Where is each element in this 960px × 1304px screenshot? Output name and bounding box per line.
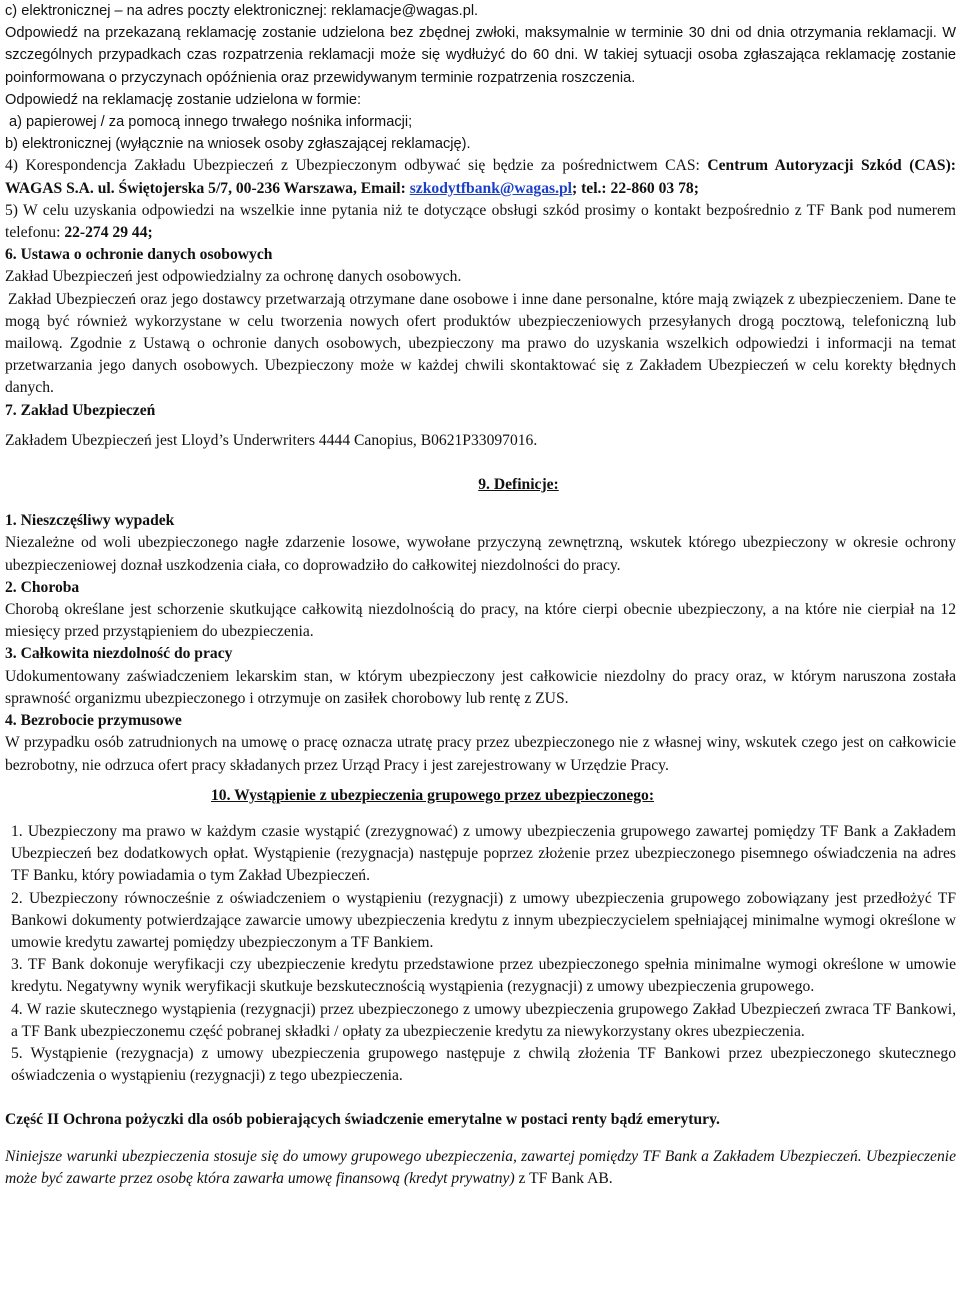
data-protection-p1: Zakład Ubezpieczeń jest odpowiedzialny za ochronę danych osobowych. [5,268,462,286]
part-2-intro-end: z TF Bank AB. [514,1169,613,1187]
complaint-channel-c: c) elektronicznej – na adres poczty elektronicznej: reklamacje@wagas.pl. [5,3,479,19]
contact-text: 5) W celu uzyskania odpowiedzi na wszelkie inne pytania niż te dotyczące obsługi szkód prosimy o kontakt bezpośrednio z TF Bank pod numerem telefonu: [5,201,956,242]
definition-1-title: 1. Nieszczęśliwy wypadek [5,512,175,530]
withdrawal-item-4: 4. W razie skutecznego wystąpienia (rezygnacji) przez ubezpieczonego z umowy ubezpieczenia grupowego Zakład Ubezpieczeń zwraca TF Bankowi, a TF Bank ubezpieczonemu część pobranej składki / opłaty za ubezpieczenie kredytu za niewykorzystany okres ubezpieczenia. [11,1000,956,1040]
definition-2-title: 2. Choroba [5,578,80,596]
section-10-heading [5,785,956,807]
withdrawal-item-5: 5. Wystąpienie (rezygnacja) z umowy ubezpieczenia grupowego następuje z chwilą złożenia TF Bankowi przez ubezpieczonego skutecznego oświadczenia o wystąpieniu (rezygnacji) z tego ubezpieczenia. [11,1044,956,1085]
definition-1-text: Niezależne od woli ubezpieczonego nagłe zdarzenie losowe, wywołane przyczyną zewnętrzną, wskutek którego ubezpieczony w okresie ochrony ubezpieczeniowej doznał uszkodzenia ciała, co doprowadziło do całkowitej niezdolności do pracy. [5,534,956,574]
withdrawal-item-1: 1. Ubezpieczony ma prawo w każdym czasie wystąpić (zrezygnować) z umowy ubezpieczenia grupowego zawartej pomiędzy TF Bank a Zakładem Ubezpieczeń bez dodatkowych opłat. Wystąpienie (rezygnacja) następuje poprzez złożenie przez ubezpieczonego pisemnego oświadczenia na adres TF Banku, który powiadamia o tym Zakład Ubezpieczeń. [11,822,956,885]
correspondence-lead: 4) Korespondencja Zakładu Ubezpieczeń z Ubezpieczonym odbywać się będzie za pośrednictwem CAS: [5,157,708,175]
section-10-heading-text: 10. Wystąpienie z ubezpieczenia grupowego przez ubezpieczonego: [211,786,655,804]
definitions-list [5,510,956,776]
complaint-response-time: Odpowiedź na przekazaną reklamację zostanie udzielona bez zbędnej zwłoki, maksymalnie w terminie 30 dni od dnia otrzymania reklamacji. W szczególnych przypadkach czas rozpatrzenia reklamacji może się wydłużyć do 60 dni. W takiej sytuacji osoba zgłaszająca reklamację zostanie poinformowana o przyczynach opóźnienia oraz przewidywanym terminie rozpatrzenia roszczenia. [5,25,956,86]
cas-phone: ; tel.: 22-860 03 78; [572,179,699,197]
cas-email-link[interactable]: szkodytfbank@wagas.pl [409,179,572,197]
withdrawal-item-3: 3. TF Bank dokonuje weryfikacji czy ubezpieczenie kredytu przedstawione przez ubezpieczonego spełnia minimalne wymogi określone w umowie kredytu. Negatywny wynik weryfikacji skutkuje bezskutecznością wystąpienia (rezygnacji) z umowy ubezpieczenia grupowego. [11,956,956,996]
section-9-heading-text: 9. Definicje: [478,476,559,494]
definition-3-text: Udokumentowany zaświadczeniem lekarskim stan, w którym ubezpieczony jest całkowicie niezdolny do pracy oraz, w którym naruszona została sprawność organizmu ubezpieczonego i otrzymuje on zasiłek chorobowy lub rentę z ZUS. [5,667,956,707]
cas-address: Centrum Autoryzacji Szkód (CAS): WAGAS S.A. ul. Świętojerska 5/7, 00-236 Warszawa, Email: [5,157,956,197]
tf-bank-phone: 22-274 29 44; [64,224,153,242]
part-2-intro [5,1146,956,1190]
withdrawal-list [5,821,956,1087]
definition-4-title: 4. Bezrobocie przymusowe [5,712,182,730]
withdrawal-item-2: 2. Ubezpieczony równocześnie z oświadczeniem o wystąpieniu (rezygnacji) z umowy ubezpieczenia grupowego zobowiązany jest przedłożyć TF Bankowi dokumenty potwierdzające zawarcie umowy ubezpieczenia kredytu z innym ubezpieczycielem spełniającej minimalne wymogi określone w umowie kredytu zawartej pomiędzy ubezpieczonym a TF Bankiem. [11,889,956,951]
complaint-form-b: b) elektronicznej (wyłącznie na wniosek osoby zgłaszającej reklamację). [5,136,471,153]
definition-2-text: Chorobą określane jest schorzenie skutkujące całkowitą niezdolnością do pracy, na które cierpi obecnie ubezpieczony, a na które nie cierpiał na 12 miesięcy przed przystąpieniem do ubezpieczenia. [5,601,956,641]
part-2-intro-italic: Niniejsze warunki ubezpieczenia stosuje się do umowy grupowego ubezpieczenia, zawartej pomiędzy TF Bank a Zakładem Ubezpieczeń. Ubezpieczenie może być zawarte przez osobę która zawarła umowę finansową (kredyt prywatny) [5,1147,956,1187]
correspondence-paragraph [5,155,956,199]
definition-3-title: 3. Całkowita niezdolność do pracy [5,645,233,663]
part-2-heading: Część II Ochrona pożyczki dla osób pobierających świadczenie emerytalne w postaci renty bądź emerytury. [5,1111,720,1129]
complaint-form-a: a) papierowej / za pomocą innego trwałego nośnika informacji; [9,114,413,131]
contact-paragraph [5,200,956,244]
section-6-heading: 6. Ustawa o ochronie danych osobowych [5,246,273,264]
complaint-form-intro: Odpowiedź na reklamację zostanie udzielona w formie: [5,91,362,108]
data-protection-p2: Zakład Ubezpieczeń oraz jego dostawcy przetwarzają otrzymane dane osobowe i inne dane personalne, które mają związek z ubezpieczeniem. Dane te mogą być również wykorzystane w celu tworzenia nowych ofert produktów ubezpieczeniowych przesyłanych drogą pocztową, telefoniczną lub mailową. Zgodnie z Ustawą o ochronie danych osobowych, ubezpieczony ma prawo do uzyskania wszelkich odpowiedzi i informacji na temat przetwarzania jego danych osobowych. Ubezpieczony może w każdej chwili skontaktować się z Zakładem Ubezpieczeń w celu korekty błędnych danych. [5,290,956,397]
section-7-heading: 7. Zakład Ubezpieczeń [5,401,156,419]
definition-4-text: W przypadku osób zatrudnionych na umowę o pracę oznacza utratę pracy przez ubezpieczonego nie z własnej winy, wskutek czego jest on całkowicie bezrobotny, nie odrzuca ofert pracy składanych przez Urząd Pracy i jest zarejestrowany w Urzędzie Pracy. [5,734,956,774]
insurer-text: Zakładem Ubezpieczeń jest Lloyd’s Underwriters 4444 Canopius, B0621P33097016. [5,431,538,449]
section-9-heading [5,474,956,496]
